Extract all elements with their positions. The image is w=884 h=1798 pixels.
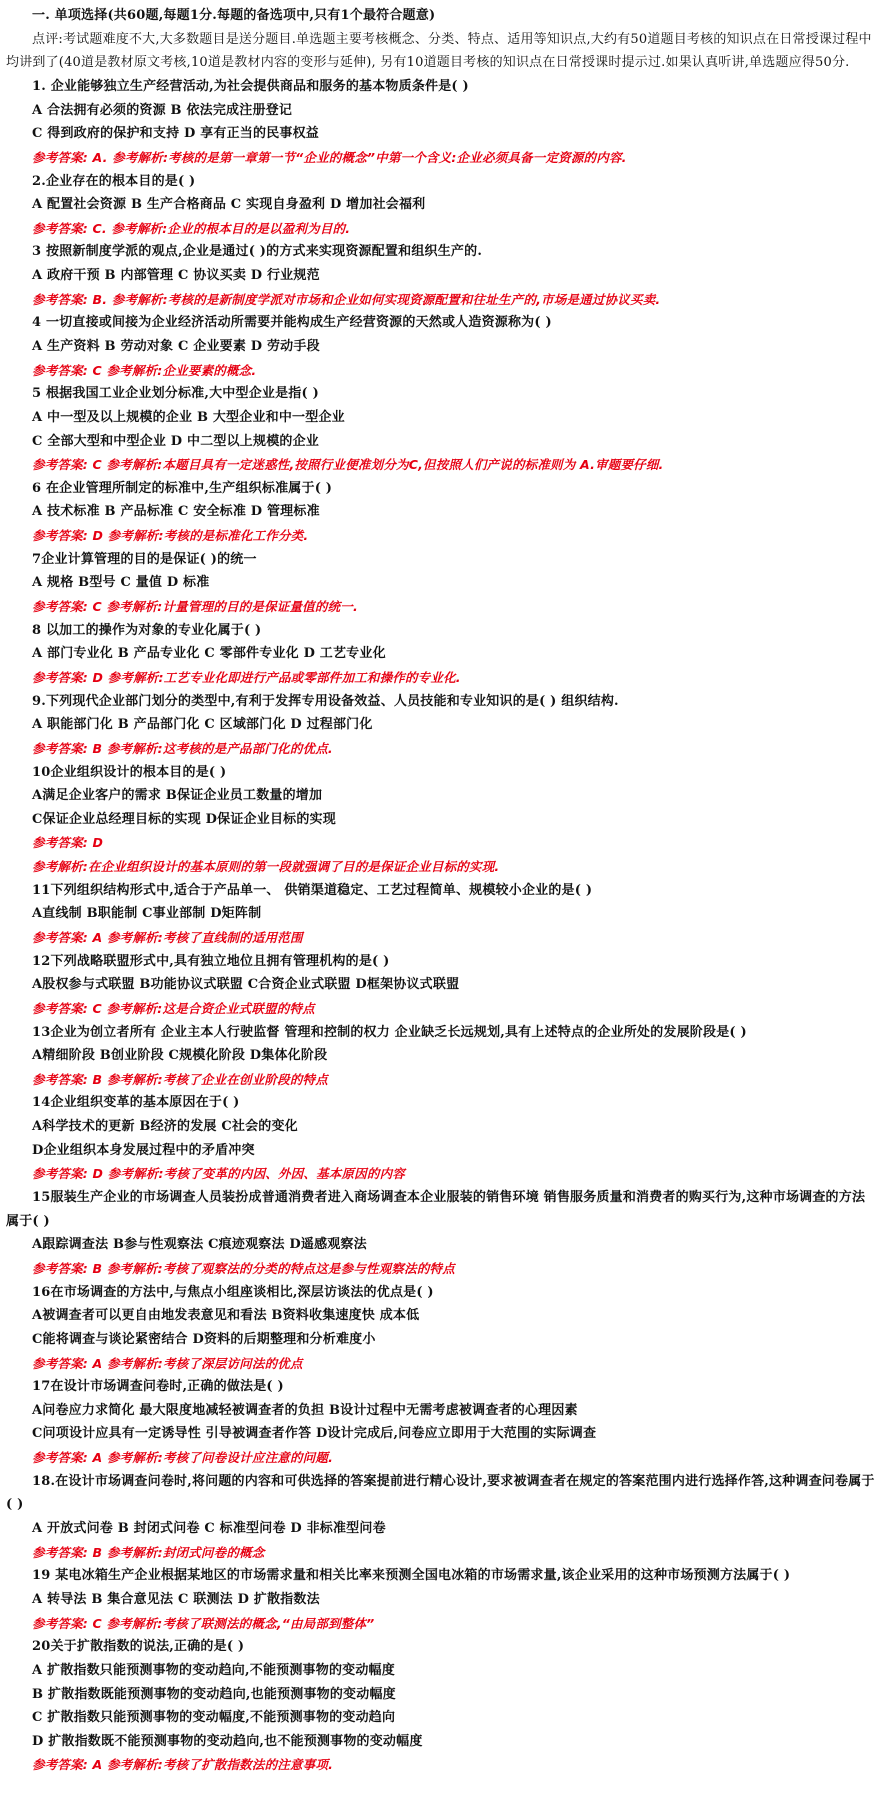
question-line: 17在设计市场调查问卷时,正确的做法是( )	[32, 1379, 284, 1395]
question-line: 18.在设计市场调查问卷时,将问题的内容和可供选择的答案提前进行精心设计,要求被调查者在规定的答案范围内进行选择作答,这种调查问卷属于( )	[6, 1473, 875, 1513]
option-line: A 生产资料 B 劳动对象 C 企业要素 D 劳动手段	[32, 338, 320, 354]
question-line: 9.下列现代企业部门划分的类型中,有利于发挥专用设备效益、人员技能和专业知识的是( ) 组织结构.	[32, 693, 619, 709]
question-line: 19 某电冰箱生产企业根据某地区的市场需求量和相关比率来预测全国电冰箱的市场需求量,该企业采用的这种市场预测方法属于( )	[32, 1568, 791, 1584]
answer-line: 参考答案: B. 参考解析:考核的是新制度学派对市场和企业如何实现资源配置和往址生产的,市场是通过协议买卖.	[32, 291, 661, 307]
option-line: A直线制 B职能制 C事业部制 D矩阵制	[32, 906, 262, 922]
option-line: A 政府干预 B 内部管理 C 协议买卖 D 行业规范	[32, 268, 320, 284]
option-line: A 开放式问卷 B 封闭式问卷 C 标准型问卷 D 非标准型问卷	[32, 1521, 386, 1537]
answer-line: 参考答案: B 参考解析:考核了观察法的分类的特点这是参与性观察法的特点	[32, 1260, 455, 1276]
option-line: A精细阶段 B创业阶段 C规模化阶段 D集体化阶段	[32, 1048, 328, 1064]
option-line: A 中一型及以上规模的企业 B 大型企业和中一型企业	[32, 409, 345, 425]
answer-line: 参考答案: B 参考解析:考核了企业在创业阶段的特点	[32, 1071, 328, 1087]
answer-line: 参考答案: A 参考解析:考核了扩散指数法的注意事项.	[32, 1757, 334, 1773]
option-line: B 扩散指数既能预测事物的变动趋向,也能预测事物的变动幅度	[32, 1686, 396, 1702]
option-line: A 规格 B型号 C 量值 D 标准	[32, 575, 210, 591]
option-line: C能将调查与谈论紧密结合 D资料的后期整理和分析难度小	[32, 1331, 376, 1347]
answer-line: 参考答案: B 参考解析:这考核的是产品部门化的优点.	[32, 740, 333, 756]
answer-line: 参考答案: B 参考解析:封闭式问卷的概念	[32, 1544, 265, 1560]
answer-line: 参考答案: D 参考解析:工艺专业化即进行产品或零部件加工和操作的专业化.	[32, 669, 461, 685]
question-line: 11下列组织结构形式中,适合于产品单一、 供销渠道稳定、工艺过程简单、规模较小企业的是( )	[32, 882, 593, 898]
answer-line: 参考答案: C 参考解析:这是合资企业式联盟的特点	[32, 1000, 315, 1016]
question-line: 14企业组织变革的基本原因在于( )	[32, 1095, 240, 1111]
option-line: A 扩散指数只能预测事物的变动趋向,不能预测事物的变动幅度	[32, 1662, 395, 1678]
question-line: 13企业为创立者所有 企业主本人行驶监督 管理和控制的权力 企业缺乏长远规划,具有上述特点的企业所处的发展阶段是( )	[32, 1024, 747, 1040]
question-line: 4 一切直接或间接为企业经济活动所需要并能构成生产经营资源的天然或人造资源称为( )	[32, 315, 552, 331]
question-line: 20关于扩散指数的说法,正确的是( )	[32, 1639, 245, 1655]
section-title: 一. 单项选择(共60题,每题1分.每题的备选项中,只有1个最符合题意)	[32, 8, 436, 23]
option-line: C 全部大型和中型企业 D 中二型以上规模的企业	[32, 433, 319, 449]
option-line: A满足企业客户的需求 B保证企业员工数量的增加	[32, 788, 323, 804]
answer-line: 参考答案: C. 参考解析:企业的根本目的是以盈利为目的.	[32, 220, 351, 236]
answer-line: 参考答案: A 参考解析:考核了深层访问法的优点	[32, 1355, 303, 1371]
answer-line: 参考答案: D	[32, 835, 104, 851]
question-line: 16在市场调查的方法中,与焦点小组座谈相比,深层访谈法的优点是( )	[32, 1284, 434, 1300]
question-line: 1. 企业能够独立生产经营活动,为社会提供商品和服务的基本物质条件是( )	[32, 78, 469, 94]
answer-line: 参考答案: D 参考解析:考核的是标准化工作分类.	[32, 528, 309, 544]
question-line: 15服装生产企业的市场调查人员装扮成普通消费者进入商场调查本企业服装的销售环境 销售服务质量和消费者的购买行为,这种市场调查的方法属于( )	[6, 1190, 866, 1229]
answer-line: 参考答案: A 参考解析:考核了问卷设计应注意的问题.	[32, 1450, 334, 1466]
option-line: A问卷应力求简化 最大限度地减轻被调查者的负担 B设计过程中无需考虑被调查者的心理因素	[32, 1402, 578, 1418]
option-line: D企业组织本身发展过程中的矛盾冲突	[32, 1142, 255, 1158]
answer-line: 参考答案: C 参考解析:本题目具有一定迷惑性,按照行业便准划分为C,但按照人们产说的标准则为 A.审题要仔细.	[32, 457, 664, 473]
option-line: A被调查者可以更自由地发表意见和看法 B资料收集速度快 成本低	[32, 1308, 420, 1324]
answer-line: 参考解析:在企业组织设计的基本原则的第一段就强调了目的是保证企业目标的实现.	[32, 859, 500, 875]
option-line: C保证企业总经理目标的实现 D保证企业目标的实现	[32, 811, 336, 827]
answer-line: 参考答案: C 参考解析:考核了联测法的概念,“由局部到整体”	[32, 1615, 375, 1631]
option-line: A 技术标准 B 产品标准 C 安全标准 D 管理标准	[32, 504, 320, 520]
option-line: D 扩散指数既不能预测事物的变动趋向,也不能预测事物的变动幅度	[32, 1733, 423, 1749]
question-line: 10企业组织设计的根本目的是( )	[32, 764, 227, 780]
question-line: 8 以加工的操作为对象的专业化属于( )	[32, 622, 262, 638]
answer-line: 参考答案: C 参考解析:计量管理的目的是保证量值的统一.	[32, 599, 358, 615]
option-line: C 扩散指数只能预测事物的变动幅度,不能预测事物的变动趋向	[32, 1710, 396, 1726]
option-line: A 合法拥有必须的资源 B 依法完成注册登记	[32, 102, 293, 118]
option-line: C 得到政府的保护和支持 D 享有正当的民事权益	[32, 126, 319, 142]
option-line: A 转导法 B 集合意见法 C 联测法 D 扩散指数法	[32, 1591, 320, 1607]
option-line: A 部门专业化 B 产品专业化 C 零部件专业化 D 工艺专业化	[32, 646, 386, 662]
question-line: 6 在企业管理所制定的标准中,生产组织标准属于( )	[32, 480, 333, 496]
question-line: 12下列战略联盟形式中,具有独立地位且拥有管理机构的是( )	[32, 953, 390, 969]
option-line: A 配置社会资源 B 生产合格商品 C 实现自身盈利 D 增加社会福利	[32, 197, 426, 213]
answer-line: 参考答案: A 参考解析:考核了直线制的适用范围	[32, 930, 303, 945]
option-line: A 职能部门化 B 产品部门化 C 区域部门化 D 过程部门化	[32, 717, 373, 733]
comment-paragraph: 点评:考试题难度不大,大多数题目是送分题目.单选题主要考核概念、分类、特点、适用等知识点,大约有50道题目考核的知识点在日常授课过程中均讲到了(40道是教材原文考核,10道是教材内容的变形与延伸), 另有10道题目考核的知识点在日常授课时提示过.如果认真听讲,单选题应得50分.	[6, 31, 872, 71]
question-line: 3 按照新制度学派的观点,企业是通过( )的方式来实现资源配置和组织生产的.	[32, 244, 483, 260]
answer-line: 参考答案: D 参考解析:考核了变革的内因、外因、基本原因的内容	[32, 1166, 405, 1182]
answer-line: 参考答案: A. 参考解析:考核的是第一章第一节“企业的概念”中第一个含义:企业必须具备一定资源的内容.	[32, 149, 627, 165]
option-line: A科学技术的更新 B经济的发展 C社会的变化	[32, 1119, 298, 1135]
option-line: C问项设计应具有一定诱导性 引导被调查者作答 D设计完成后,问卷应立即用于大范围的实际调查	[32, 1426, 597, 1442]
question-line: 2.企业存在的根本目的是( )	[32, 173, 196, 189]
question-line: 5 根据我国工业企业划分标准,大中型企业是指( )	[32, 386, 319, 402]
answer-line: 参考答案: C 参考解析:企业要素的概念.	[32, 362, 257, 378]
option-line: A跟踪调查法 B参与性观察法 C痕迹观察法 D遥感观察法	[32, 1237, 367, 1253]
question-line: 7企业计算管理的目的是保证( )的统一	[32, 551, 257, 567]
option-line: A股权参与式联盟 B功能协议式联盟 C合资企业式联盟 D框架协议式联盟	[32, 977, 460, 993]
question-list	[6, 75, 876, 1777]
